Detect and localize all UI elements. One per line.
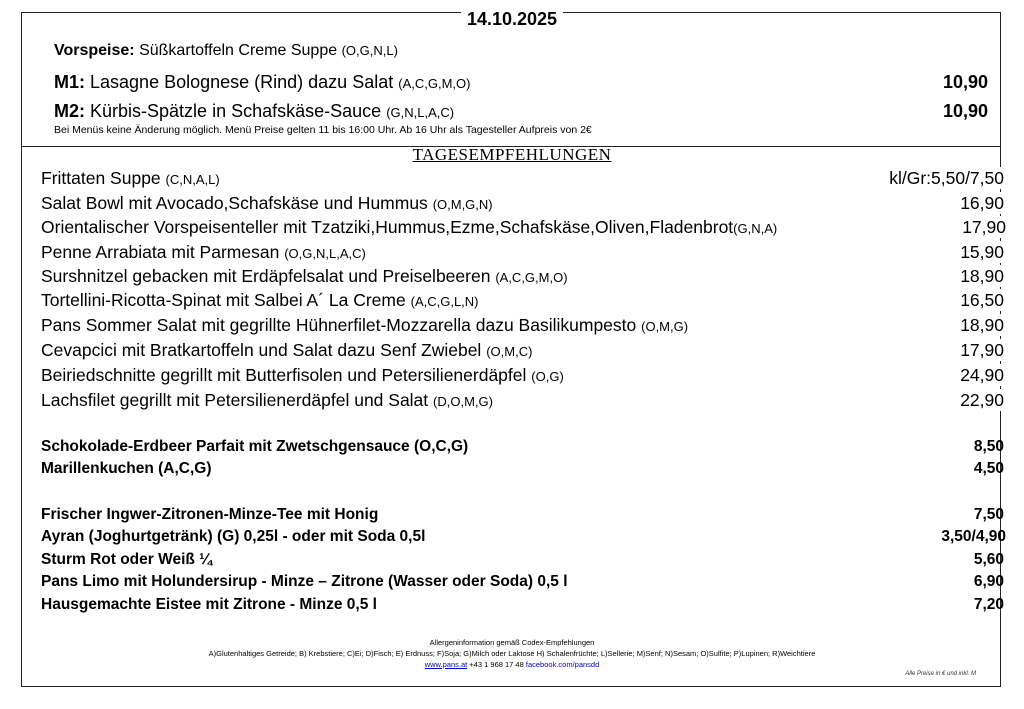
- dish-name: Salat Bowl mit Avocado,Schafskäse und Hummus: [41, 193, 428, 213]
- dish-name: Surshnitzel gebacken mit Erdäpfelsalat und Preiselbeeren: [41, 266, 491, 286]
- drink-price: 5,60: [973, 551, 1004, 568]
- m1-allergens: (A,C,G,M,O): [398, 76, 471, 91]
- dish-price: 18,90: [960, 266, 1004, 286]
- drink-price: 7,50: [973, 506, 1004, 523]
- drink-name: Pans Limo mit Holundersirup - Minze – Zitrone (Wasser oder Soda) 0,5 l: [41, 573, 568, 590]
- dessert-price: 8,50: [973, 438, 1004, 455]
- menu-note: Bei Menüs keine Änderung möglich. Menü Preise gelten 11 bis 16:00 Uhr. Ab 16 Uhr als Tagesteller Aufpreis von 2€: [54, 124, 592, 136]
- drink-row: [41, 595, 1004, 615]
- tagesempfehlungen-heading: TAGESEMPFEHLUNGEN: [412, 145, 612, 164]
- dish-allergens: (A,C,G,L,N): [410, 294, 479, 309]
- vorspeise-name: Süßkartoffeln Creme Suppe: [139, 42, 338, 59]
- dish-row: [41, 289, 1004, 311]
- prices-note: Alle Preise in € und inkl. M: [905, 671, 976, 677]
- dish-row: [41, 167, 1004, 189]
- dish-price: kl/Gr:5,50/7,50: [889, 168, 1004, 188]
- drink-row: [41, 572, 1004, 592]
- dish-allergens: (O,M,C): [486, 344, 533, 359]
- dish-allergens: (O,M,G,N): [432, 197, 493, 212]
- vorspeise-label: Vorspeise:: [54, 42, 135, 59]
- dish-row: [41, 192, 1004, 214]
- dish-price: 17,90: [962, 217, 1006, 237]
- dish-allergens: (C,N,A,L): [165, 172, 220, 187]
- dish-row: [41, 265, 1004, 287]
- dish-price: 18,90: [960, 315, 1004, 335]
- drink-price: 7,20: [973, 596, 1004, 613]
- dessert-price: 4,50: [973, 460, 1004, 477]
- dish-row: [41, 339, 1004, 361]
- dish-price: 16,50: [960, 290, 1004, 310]
- m1-price: 10,90: [942, 72, 988, 92]
- menu-date: 14.10.2025: [0, 9, 1024, 30]
- dish-row: [41, 364, 1004, 386]
- drink-row: [41, 550, 1004, 570]
- drink-row: [41, 527, 1006, 547]
- contact-line: [0, 660, 1024, 669]
- dessert-name: Schokolade-Erdbeer Parfait mit Zwetschgensauce (O,C,G): [41, 438, 469, 455]
- dish-name: Lachsfilet gegrillt mit Petersilienerdäpfel und Salat: [41, 390, 429, 410]
- drink-price: 6,90: [973, 573, 1004, 590]
- menu-m1-line: [54, 72, 988, 93]
- dish-allergens: (O,M,G): [641, 319, 689, 334]
- drink-name: Frischer Ingwer-Zitronen-Minze-Tee mit Honig: [41, 506, 379, 523]
- allergen-title: Allergeninformation gemäß Codex-Empfehlungen: [429, 638, 595, 647]
- dish-row: [41, 314, 1004, 336]
- dish-name: Cevapcici mit Bratkartoffeln und Salat dazu Senf Zwiebel: [41, 340, 482, 360]
- drink-name: Sturm Rot oder Weiß ¼: [41, 551, 213, 568]
- drink-price: 3,50/4,90: [941, 528, 1006, 545]
- dish-row: [41, 389, 1004, 411]
- dish-row: [41, 216, 1006, 238]
- dish-price: 15,90: [960, 242, 1004, 262]
- dish-name: Tortellini-Ricotta-Spinat mit Salbei A´ La Creme: [41, 290, 406, 310]
- dish-price: 22,90: [960, 390, 1004, 410]
- m1-label: M1:: [54, 72, 85, 92]
- m1-name: Lasagne Bolognese (Rind) dazu Salat: [90, 72, 394, 92]
- dish-name: Frittaten Suppe: [41, 168, 161, 188]
- vorspeise-allergens: (O,G,N,L): [341, 43, 398, 58]
- dish-allergens: (O,G): [531, 369, 564, 384]
- dish-allergens: (G,N,A): [733, 221, 778, 236]
- dessert-row: [41, 459, 1004, 479]
- m2-name: Kürbis-Spätzle in Schafskäse-Sauce: [90, 101, 382, 121]
- drink-row: [41, 505, 1004, 525]
- dessert-name: Marillenkuchen (A,C,G): [41, 460, 212, 477]
- dish-name: Beiriedschnitte gegrillt mit Butterfisolen und Petersilienerdäpfel: [41, 365, 527, 385]
- website-link[interactable]: www.pans.at: [424, 660, 468, 669]
- drink-name: Hausgemachte Eistee mit Zitrone - Minze 0,5 l: [41, 596, 377, 613]
- dish-allergens: (D,O,M,G): [433, 394, 493, 409]
- menu-m2-line: [54, 101, 988, 122]
- drink-name: Ayran (Joghurtgetränk) (G) 0,25l - oder mit Soda 0,5l: [41, 528, 426, 545]
- dish-price: 16,90: [960, 193, 1004, 213]
- m2-label: M2:: [54, 101, 85, 121]
- dessert-row: [41, 437, 1004, 457]
- m2-allergens: (G,N,L,A,C): [386, 105, 455, 120]
- allergen-list: A)Glutenhaltiges Getreide; B) Krebstiere; C)Ei; D)Fisch; E) Erdnuss; F)Soja; G)Milch oder Laktose H) Schalenfrüchte; L)Sellerie; M)Senf; N)Sesam; O)Sulfite; P)Lupinen; R)Weichtiere: [208, 649, 816, 658]
- dish-name: Pans Sommer Salat mit gegrillte Hühnerfilet-Mozzarella dazu Basilikumpesto: [41, 315, 637, 335]
- dish-name: Penne Arrabiata mit Parmesan: [41, 242, 280, 262]
- dish-allergens: (O,G,N,L,A,C): [284, 246, 366, 261]
- dish-price: 17,90: [960, 340, 1004, 360]
- dish-name: Orientalischer Vorspeisenteller mit Tzatziki,Hummus,Ezme,Schafskäse,Oliven,Fladenbrot: [41, 217, 734, 237]
- dish-allergens: (A,C,G,M,O): [495, 270, 568, 285]
- facebook-link[interactable]: facebook.com/pansdd: [525, 660, 600, 669]
- vorspeise-line: [54, 42, 988, 60]
- phone-number: +43 1 968 17 48: [469, 660, 524, 669]
- m2-price: 10,90: [942, 101, 988, 121]
- dish-row: [41, 241, 1004, 263]
- dish-price: 24,90: [960, 365, 1004, 385]
